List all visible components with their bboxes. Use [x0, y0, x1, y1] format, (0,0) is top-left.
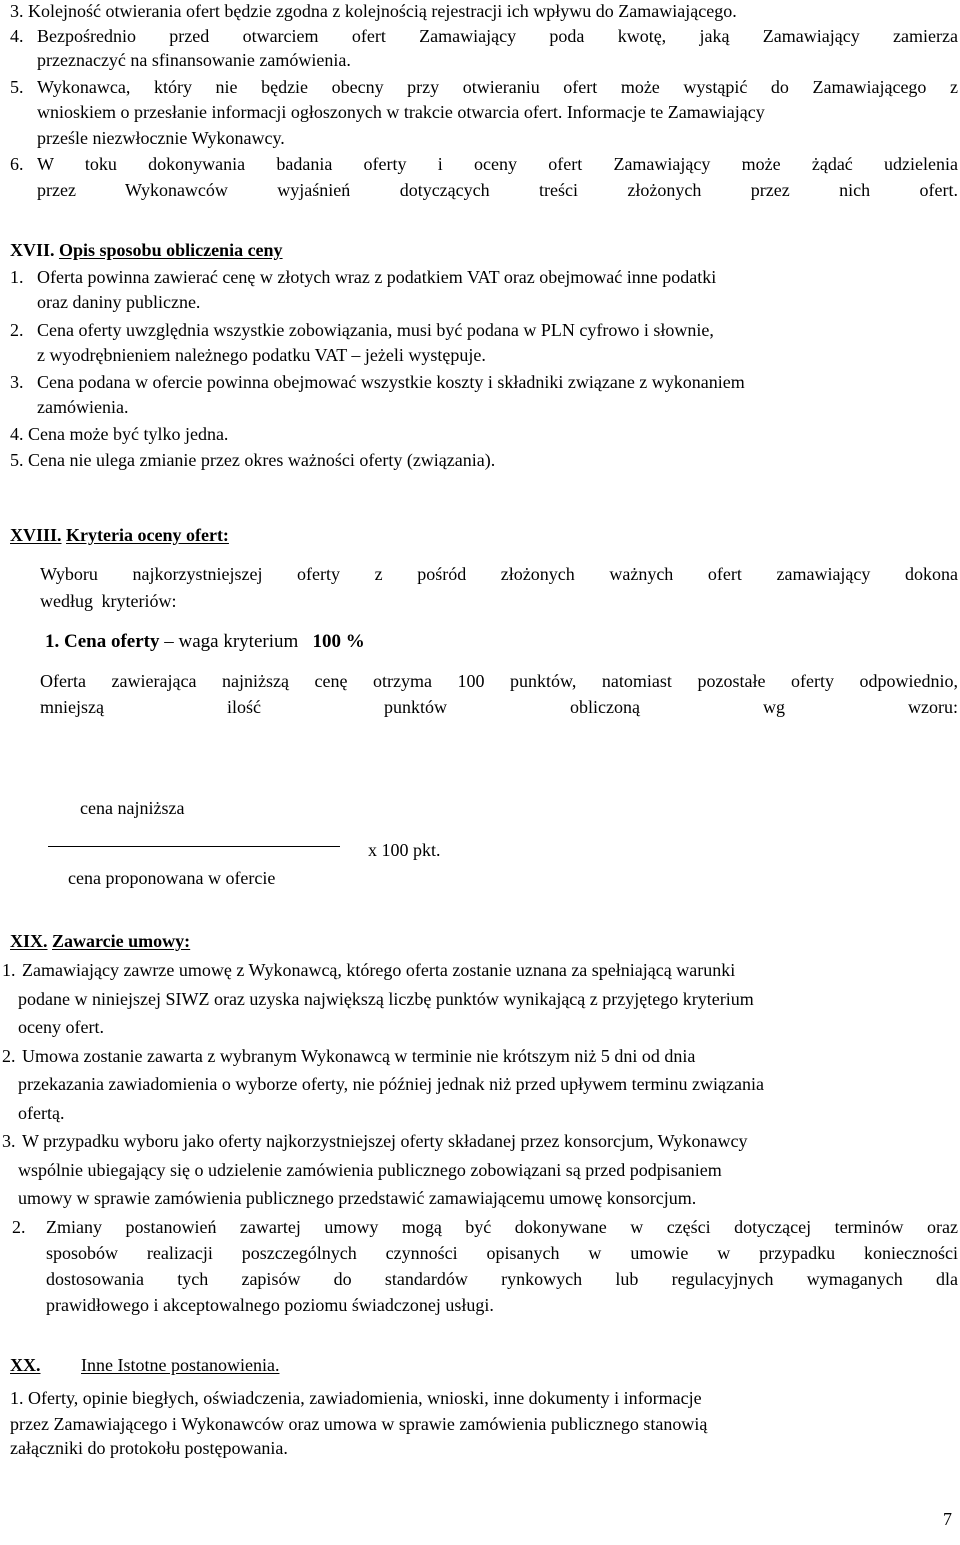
section-xix-heading: XIX. Zawarcie umowy: [10, 931, 191, 951]
criterion-label: 1. Cena oferty [45, 631, 160, 652]
list-item-4-line-2: przeznaczyć na sfinansowanie zamówienia. [37, 50, 351, 70]
list-item-5: 5. [10, 77, 24, 97]
xvii-item-3: 3. [10, 372, 24, 392]
xix-item-2b-line-2: sposobów realizacji poszczególnych czynności opisanych w umowie w przypadku konieczności [46, 1243, 958, 1263]
list-item-4-line-1: Bezpośrednio przed otwarciem ofert Zamawiający poda kwotę, jaką Zamawiający zamierza [37, 26, 958, 46]
xix-item-2b: 2. [12, 1217, 26, 1237]
xix-item-1-line-3: oceny ofert. [18, 1017, 104, 1037]
list-item-5-line-3: prześle niezwłocznie Wykonawcy. [37, 128, 285, 148]
xviii-desc-line-1: Oferta zawierająca najniższą cenę otrzyma 100 punktów, natomiast pozostałe oferty odpowiednio, [40, 671, 958, 691]
list-item-3: 3. Kolejność otwierania ofert będzie zgodna z kolejnością rejestracji ich wpływu do Zamawiającego. [10, 1, 737, 21]
xix-item-1: 1. [2, 960, 16, 980]
xix-item-2b-line-3: dostosowania tych zapisów do standardów rynkowych lub regulacyjnych wymaganych dla [46, 1269, 958, 1289]
xvii-item-4: 4. Cena może być tylko jedna. [10, 424, 229, 444]
formula-fraction-line [48, 846, 340, 847]
criterion-weight-text: – waga kryterium [164, 631, 299, 652]
formula-numerator: cena najniższa [80, 798, 185, 818]
formula-multiplier: x 100 pkt. [368, 840, 441, 860]
page-number: 7 [943, 1509, 952, 1529]
section-xvii-heading: XVII. Opis sposobu obliczenia ceny [10, 240, 283, 260]
xix-item-3: 3. [2, 1131, 16, 1151]
criterion-row [45, 631, 365, 653]
xvii-item-2: 2. [10, 320, 24, 340]
xvii-item-1-line-2: oraz daniny publiczne. [37, 292, 201, 312]
xix-item-3-line-2: wspólnie ubiegający się o udzielenie zamówienia publicznego zobowiązani są przed podpisaniem [18, 1160, 722, 1180]
xx-item-1-line-3: załączniki do protokołu postępowania. [10, 1438, 288, 1458]
criterion-weight-value: 100 % [312, 631, 365, 652]
xvii-item-3-line-1: Cena podana w ofercie powinna obejmować wszystkie koszty i składniki związane z wykonaniem [37, 372, 745, 392]
xix-item-2-line-3: ofertą. [18, 1103, 65, 1123]
xix-item-2-line-2: przekazania zawiadomienia o wyborze oferty, nie później jednak niż przed upływem terminu związania [18, 1074, 764, 1094]
xix-item-3-line-1: W przypadku wyboru jako oferty najkorzystniejszej oferty składanej przez konsorcjum, Wykonawcy [22, 1131, 748, 1151]
xvii-item-5: 5. Cena nie ulega zmianie przez okres ważności oferty (związania). [10, 450, 496, 470]
list-item-5-line-2: wnioskiem o przesłanie informacji ogłoszonych w trakcie otwarcia ofert. Informacje te Zamawiający [37, 102, 765, 122]
list-item-6-line-2: przez Wykonawców wyjaśnień dotyczących treści złożonych przez nich ofert. [37, 180, 958, 200]
xix-item-3-line-3: umowy w sprawie zamówienia publicznego przedstawić zamawiającemu umowę konsorcjum. [18, 1188, 697, 1208]
xviii-desc-line-2: mniejszą ilość punktów obliczoną wg wzoru: [40, 697, 958, 717]
xvii-item-3-line-2: zamówienia. [37, 397, 129, 417]
list-item-6: 6. [10, 154, 24, 174]
xix-item-1-line-1: Zamawiający zawrze umowę z Wykonawcą, którego oferta zostanie uznana za spełniającą warunki [22, 960, 736, 980]
xvii-item-1-line-1: Oferta powinna zawierać cenę w złotych wraz z podatkiem VAT oraz obejmować inne podatki [37, 267, 717, 287]
xx-item-1-line-2: przez Zamawiającego i Wykonawców oraz umowa w sprawie zamówienia publicznego stanowią [10, 1414, 708, 1434]
xviii-intro-line-1: Wyboru najkorzystniejszej oferty z pośród złożonych ważnych ofert zamawiający dokona [40, 564, 958, 584]
xix-item-2-line-1: Umowa zostanie zawarta z wybranym Wykonawcą w terminie nie krótszym niż 5 dni od dnia [22, 1046, 696, 1066]
xix-item-2: 2. [2, 1046, 16, 1066]
xix-item-1-line-2: podane w niniejszej SIWZ oraz uzyska największą liczbę punktów wynikającą z przyjętego kryterium [18, 989, 754, 1009]
xix-item-2b-line-4: prawidłowego i akceptowalnego poziomu świadczonej usługi. [46, 1295, 494, 1315]
formula-denominator: cena proponowana w ofercie [68, 868, 276, 888]
section-xx-heading: XX. Inne Istotne postanowienia. [10, 1355, 280, 1375]
xviii-intro-line-2: według kryteriów: [40, 591, 177, 611]
xvii-item-1: 1. [10, 267, 24, 287]
list-item-5-line-1: Wykonawca, który nie będzie obecny przy otwieraniu ofert może wystąpić do Zamawiającego z [37, 77, 958, 97]
xx-item-1: 1. Oferty, opinie biegłych, oświadczenia, zawiadomienia, wnioski, inne dokumenty i informacje [10, 1388, 702, 1408]
list-item-4: 4. [10, 26, 24, 46]
list-item-6-line-1: W toku dokonywania badania oferty i oceny ofert Zamawiający może żądać udzielenia [37, 154, 958, 174]
xvii-item-2-line-2: z wyodrębnieniem należnego podatku VAT – jeżeli występuje. [37, 345, 486, 365]
xvii-item-2-line-1: Cena oferty uwzględnia wszystkie zobowiązania, musi być podana w PLN cyfrowo i słownie, [37, 320, 714, 340]
xix-item-2b-line-1: Zmiany postanowień zawartej umowy mogą być dokonywane w części dotyczącej terminów oraz [46, 1217, 958, 1237]
section-xviii-heading: XVIII. Kryteria oceny ofert: [10, 525, 229, 545]
